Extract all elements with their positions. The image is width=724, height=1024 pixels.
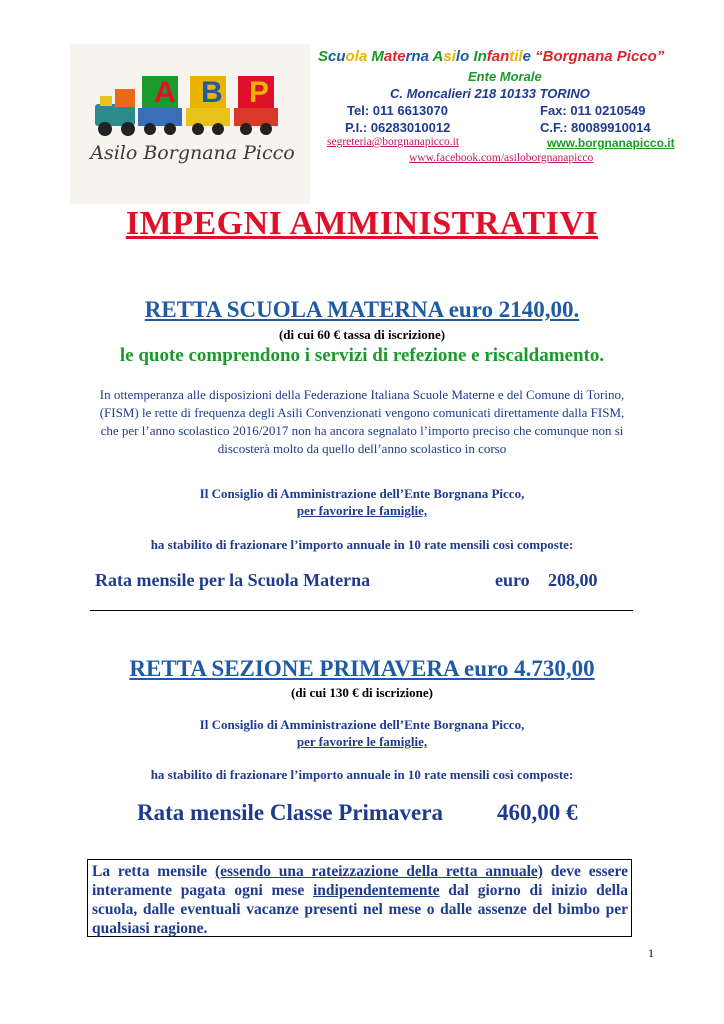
section-primavera-subtitle: (di cui 130 € di iscrizione) (291, 685, 433, 700)
council-text-2: Il Consiglio di Amministrazione dell’Ente Borgnana Picco, (199, 717, 525, 732)
school-name-part: ola (345, 48, 368, 65)
school-name-part: lo (455, 48, 470, 65)
facebook-link[interactable]: www.facebook.com/asiloborgnanapicco (409, 152, 594, 164)
school-name-part: S (318, 48, 329, 65)
school-name-colored (318, 48, 531, 65)
school-name-part: M (371, 48, 384, 65)
notice-part-5: dal giorno di inizio della scuola, dalle eventuali vacanze presenti nel mese o dalle assenze del bimbo per qualsiasi ragione. (92, 882, 628, 937)
school-name-part: In (473, 48, 487, 65)
toy-train-icon (70, 44, 310, 144)
school-name-part: e (522, 48, 531, 65)
phone: Tel: 011 6613070 (347, 103, 448, 118)
school-name (318, 48, 664, 65)
section-primavera-title: RETTA SEZIONE PRIMAVERA euro 4.730,00 (129, 656, 595, 681)
decided-text-1: ha stabilito di frazionare l’importo annuale in 10 rate mensili così composte: (150, 537, 574, 552)
notice-part-4: indipendentemente (312, 882, 440, 899)
website-link[interactable]: www.borgnanapicco.it (547, 136, 675, 150)
section-materna-subtitle: (di cui 60 € tassa di iscrizione) (278, 327, 446, 342)
favor-text-1: per favorire le famiglie, (296, 503, 428, 518)
rata-primavera-value: 460,00 € (497, 800, 578, 825)
school-name-part: fan (486, 48, 510, 65)
notice-part-1: La retta mensile (92, 863, 215, 880)
email-link[interactable]: segreteria@borgnanapicco.it (327, 136, 460, 148)
section-divider (90, 610, 633, 611)
school-logo (70, 44, 310, 204)
school-name-part: ate (383, 48, 406, 65)
school-name-part: rna (405, 48, 429, 65)
decided-text-2: ha stabilito di frazionare l’importo annuale in 10 rate mensili così composte: (150, 767, 574, 782)
school-name-quoted: “Borgnana Picco” (535, 48, 665, 65)
school-name-part: si (443, 48, 456, 65)
fism-paragraph: In ottemperanza alle disposizioni della Federazione Italiana Scuole Materne e del Comune di Torino, (FISM) le rette di frequenza degli Asili Convenzionati vengono comunicati direttamente dalla FISM, che per l’anno scolastico 2016/2017 non ha ancora segnalato l’importo preciso che comunque non si discosterà molto da quello dell’anno scolastico in corso (99, 387, 625, 456)
page-title: IMPEGNI AMMINISTRATIVI (125, 205, 599, 242)
services-note: le quote comprendono i servizi di refezione e riscaldamento. (119, 345, 605, 366)
rata-primavera-label: Rata mensile Classe Primavera (137, 800, 443, 825)
section-materna-title: RETTA SCUOLA MATERNA euro 2140,00. (144, 297, 580, 322)
logo-letter-a: A (154, 76, 176, 109)
school-name-part: A (432, 48, 444, 65)
school-name-part: cu (328, 48, 346, 65)
council-text-1: Il Consiglio di Amministrazione dell’Ente Borgnana Picco, (199, 486, 525, 501)
tax-code: C.F.: 80089910014 (540, 120, 651, 135)
logo-script-text: Asilo Borgnana Picco (90, 142, 295, 164)
notice-part-3: deve essere interamente pagata ogni mese (92, 863, 628, 899)
rata-materna-currency: euro (495, 570, 530, 590)
rata-materna-value: 208,00 (548, 570, 598, 590)
school-name-part: til (509, 48, 523, 65)
ente-morale: Ente Morale (468, 69, 542, 84)
logo-letter-b: B (201, 76, 223, 109)
payment-notice-text (92, 862, 628, 938)
address: C. Moncalieri 218 10133 TORINO (390, 86, 590, 101)
logo-letter-p: P (249, 76, 270, 109)
fax: Fax: 011 0210549 (540, 103, 646, 118)
favor-text-2: per favorire le famiglie, (296, 734, 428, 749)
notice-part-2: (essendo una rateizzazione della retta annuale) (214, 863, 543, 880)
vat-number: P.I.: 06283010012 (345, 120, 451, 135)
rata-materna-label: Rata mensile per la Scuola Materna (95, 570, 371, 590)
payment-notice-box (87, 859, 632, 937)
page-number: 1 (648, 946, 654, 960)
